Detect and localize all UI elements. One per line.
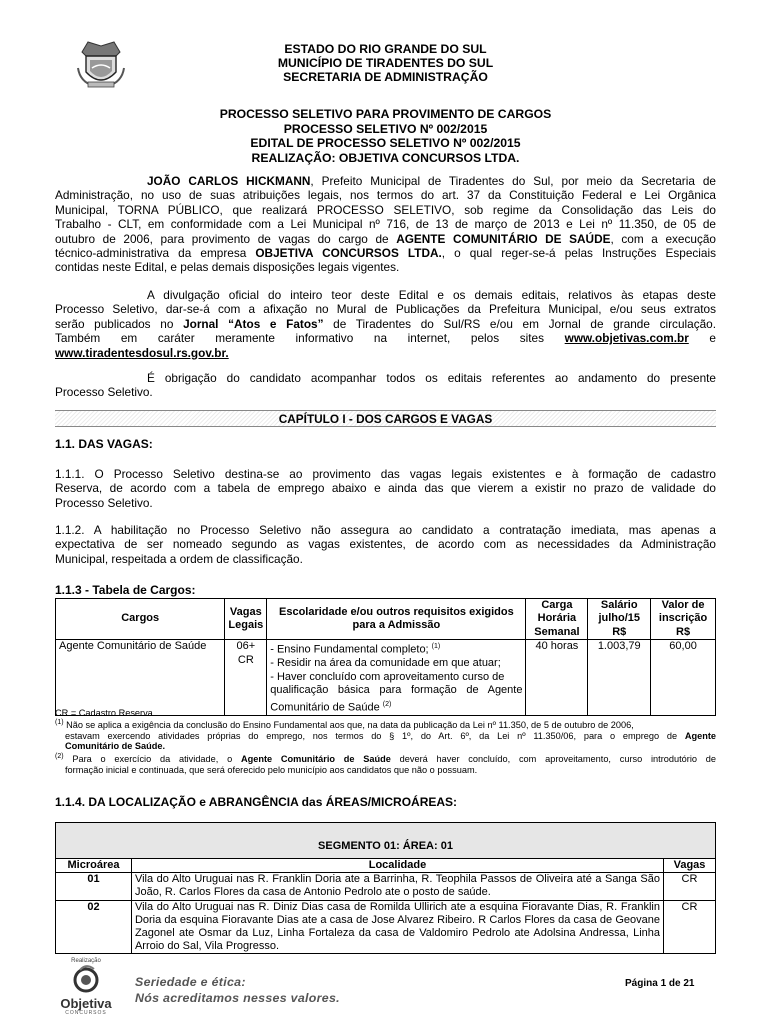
document-header [55, 42, 716, 84]
microareas-header [56, 859, 716, 873]
header-line-municipality: MUNICÍPIO DE TIRADENTES DO SUL [277, 56, 494, 70]
section-1-1-heading: 1.1. DAS VAGAS: [55, 437, 153, 451]
cell-vagas: 06+ CR [225, 640, 267, 715]
objetiva-logo-icon [54, 964, 118, 994]
mayor-name: JOÃO CARLOS HICKMANN [147, 174, 311, 188]
link-tiradentes[interactable]: www.tiradentesdosul.rs.gov.br. [55, 345, 229, 360]
footnote-2: $^{(2)}$ Para o exercício da atividade, o Agente Comunitário de Saúde deverá haver concluído, com aproveitamento, curso introdutório de formação inicial e continuada, que será oferecido pelo município aos candidatos que não o possuam. [55, 753, 716, 775]
chapter-heading: CAPÍTULO I - DOS CARGOS E VAGAS [55, 410, 716, 427]
paragraph-1-1-1: 1.1.1. O Processo Seletivo destina-se ao provimento das vagas legais existentes e à formação de cadastro Reserva, de acordo com a tabela de emprego abaixo e ainda das que vierem a existir no prazo de validade do Processo Seletivo. [55, 467, 716, 510]
cell-requisitos: - Ensino Fundamental completo; $^{(1)}$ - Residir na área da comunidade em que atuar; - Haver concluído com aproveitamento curso de qualificação básica para formação de Agente Comunitário de Saúde $^{(2)}$ [267, 640, 526, 715]
cell-localidade: Vila do Alto Uruguai nas R. Diniz Dias casa de Romilda Ullirich ate a esquina Fioravante Dias, R. Franklin Doria da esquina Fioravante Dias ate a casa de Jose Alvarez Ribeiro. R Carlos Flores da casa de Geovane Zagonel ate Osmar da Luz, Linha Fortaleza da casa de Valdomiro Pedrolo ate Adolsina Andressa, Linha Arroio do Sal, Vila Progresso. [131, 900, 663, 954]
header-salario: Salário julho/15 R$ [588, 599, 651, 640]
cell-microarea: 02 [56, 900, 132, 954]
cell-localidade: Vila do Alto Uruguai nas R. Franklin Doria ate a Barrinha, R. Teophila Passos de Oliveira até a Sanga São João, R. Carlos Flores da casa de Antonio Pedrolo ate o posto de saúde. [131, 873, 663, 900]
document-title [55, 107, 716, 165]
intro-paragraph: JOÃO CARLOS HICKMANN, Prefeito Municipal de Tiradentes do Sul, por meio da Secretaria de Administração, no uso de suas atribuições legais, nos termos do art. 37 da Constituição Federal e Lei Orgânica Municipal, TORNA PÚBLICO, que realizará PROCESSO SELETIVO, sob regime da Consolidação das Leis do Trabalho - CLT, em conformidade com a Lei Municipal nº 716, de 13 de março de 2013 e Lei nº 11.350, de 05 de outubro de 2006, para provimento de vagas do cargo de AGENTE COMUNITÁRIO DE SAÚDE, com a execução técnico-administrativa da empresa OBJETIVA CONCURSOS LTDA., o qual reger-se-á pelas Instruções Especiais contidas neste Edital, e pelas demais disposições legais vigentes. [55, 174, 716, 275]
cell-salario: 1.003,79 [588, 640, 651, 715]
page-number: Página 1 de 21 [625, 978, 695, 989]
title-line-1: PROCESSO SELETIVO PARA PROVIMENTO DE CARGOS [219, 107, 552, 121]
cargos-table [55, 598, 716, 716]
paragraph-1-1-2: 1.1.2. A habilitação no Processo Seletivo não assegura ao candidato a contratação imediata, mas apenas a expectativa de ser nomeado segundo as vagas existentes, de acordo com as necessidades da Administração Municipal, respeitada a ordem de classificação. [55, 523, 716, 566]
title-line-3: EDITAL DE PROCESSO SELETIVO Nº 002/2015 [250, 136, 521, 151]
footnote-1: $^{(1)}$ Não se aplica a exigência da conclusão do Ensino Fundamental aos que, na data da publicação da Lei nº 11.350, de 5 de outubro de 2006, estavam exercendo atividades próprias do emprego, nos termos do § 1º, do Art. 6º, da Lei nº 11.350/06, para o emprego de Agente Comunitário de Saúde. [55, 719, 716, 752]
header-vagas: Vagas [664, 859, 716, 873]
header-cargos: Cargos [56, 599, 225, 640]
segment-row [56, 823, 716, 859]
header-vagas: Vagas Legais [225, 599, 267, 640]
header-escolaridade: Escolaridade e/ou outros requisitos exigidos para a Admissão [267, 599, 526, 640]
header-localidade: Localidade [131, 859, 663, 873]
objetiva-logo: Realização Objetiva CONCURSOS [54, 958, 118, 1016]
table-row [56, 873, 716, 900]
table-row [56, 640, 716, 715]
cell-vagas: CR [664, 873, 716, 900]
cell-carga: 40 horas [526, 640, 588, 715]
publicity-paragraph: A divulgação oficial do inteiro teor deste Edital e os demais editais, relativos às etapas deste Processo Seletivo, dar-se-á com a afixação no Mural de Publicações da Prefeitura Municipal, e/ou seus extratos serão publicados no Jornal “Atos e Fatos” de Tiradentes do Sul/RS e/ou em Jornal de grande circulação. Também em caráter meramente informativo na internet, pelos sites www.objetivas.com.br e www.tiradentesdosul.rs.gov.br. [55, 288, 716, 360]
title-line-4: REALIZAÇÃO: OBJETIVA CONCURSOS LTDA. [251, 150, 520, 165]
segment-title: SEGMENTO 01: ÁREA: 01 [56, 823, 716, 859]
header-line-secretariat: SECRETARIA DE ADMINISTRAÇÃO [283, 70, 488, 84]
header-microarea: Microárea [56, 859, 132, 873]
header-carga: Carga Horária Semanal [526, 599, 588, 640]
cell-microarea: 01 [56, 873, 132, 900]
header-valor: Valor de inscrição R$ [651, 599, 716, 640]
obligation-paragraph: É obrigação do candidato acompanhar todos os editais referentes ao andamento do presente Processo Seletivo. [55, 371, 716, 400]
section-1-1-4-heading: 1.1.4. DA LOCALIZAÇÃO e ABRANGÊNCIA das ÁREAS/MICROÁREAS: [55, 795, 458, 809]
cell-vagas: CR [664, 900, 716, 954]
microareas-table [55, 822, 716, 954]
footnote-cr: CR = Cadastro Reserva [55, 708, 153, 718]
link-objetivas[interactable]: www.objetivas.com.br [564, 331, 689, 346]
cargos-table-header [56, 599, 716, 640]
table-row [56, 900, 716, 954]
footer-slogan: Seriedade e ética: Nós acreditamos nesses valores. [135, 975, 340, 1005]
cell-cargo: Agente Comunitário de Saúde [56, 640, 225, 715]
section-1-1-3-heading: 1.1.3 - Tabela de Cargos: [55, 583, 196, 597]
title-line-2: PROCESSO SELETIVO Nº 002/2015 [283, 121, 488, 136]
header-line-state: ESTADO DO RIO GRANDE DO SUL [284, 42, 487, 56]
cell-valor: 60,00 [651, 640, 716, 715]
